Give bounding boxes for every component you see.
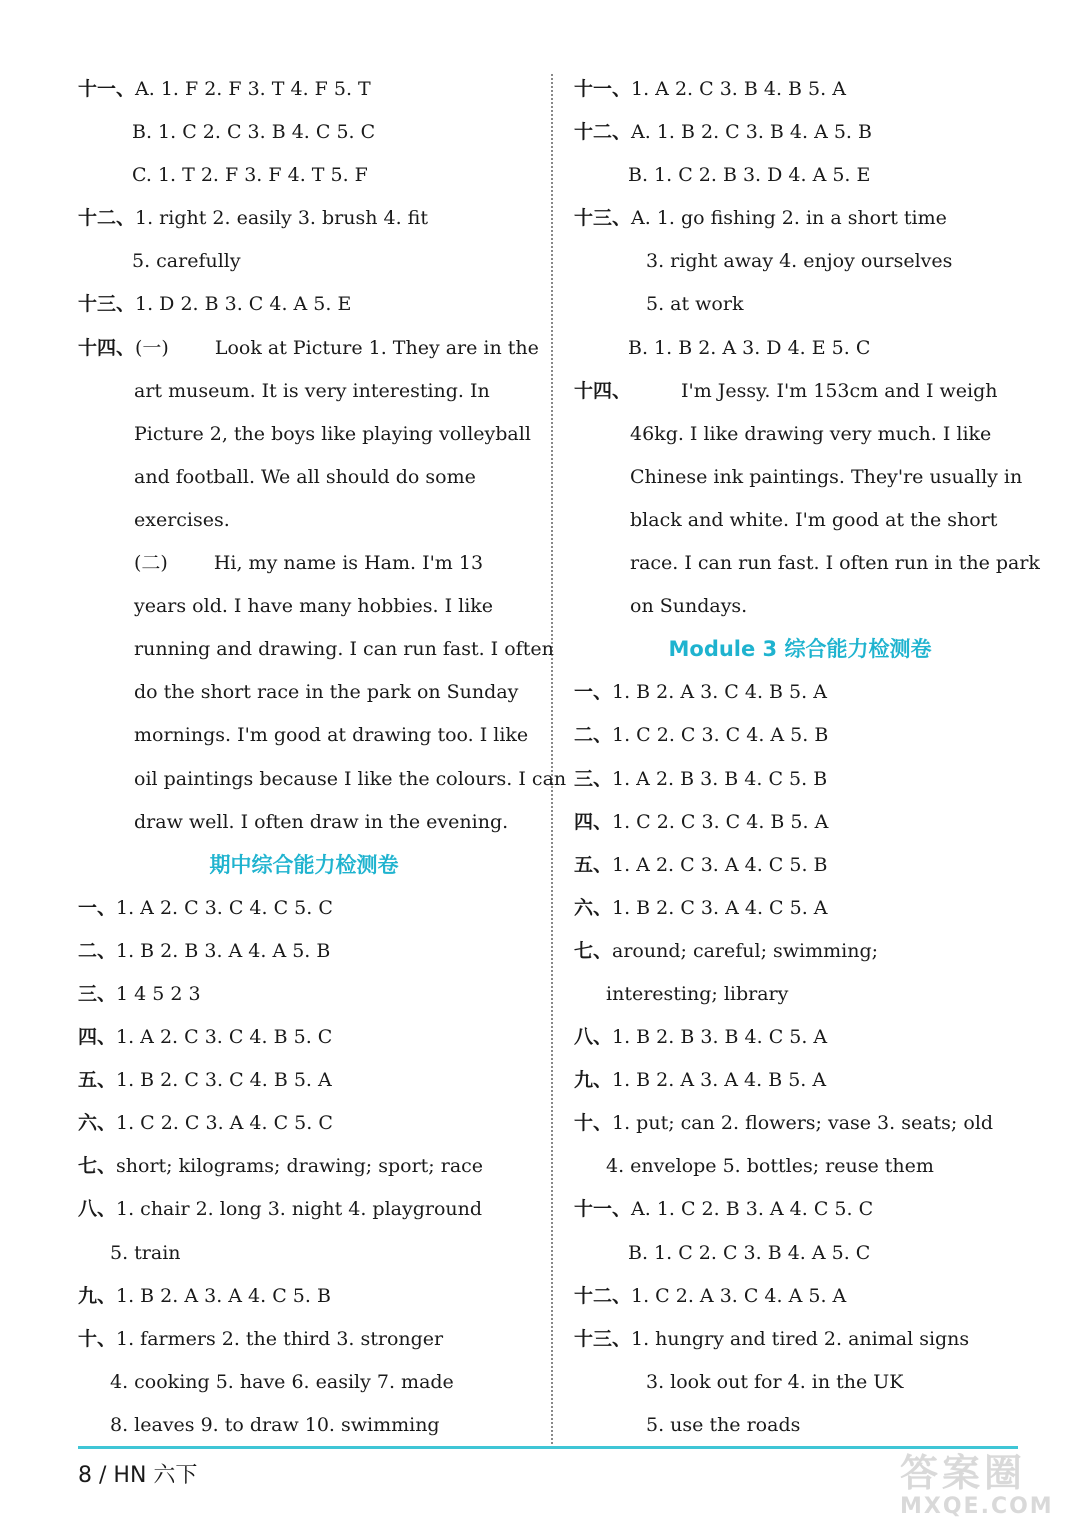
answer-text: 1. B 2. A 3. C 4. B 5. A bbox=[612, 681, 827, 704]
section-heading: 期中综合能力检测卷 bbox=[209, 852, 399, 877]
section-number: 十、 bbox=[78, 1327, 117, 1350]
paragraph-line bbox=[78, 801, 530, 844]
section-number: 十三、 bbox=[574, 207, 632, 230]
section-number: 十一、 bbox=[574, 78, 632, 100]
answer-line bbox=[574, 1059, 1026, 1102]
answer-text: 4. cooking 5. have 6. easily 7. made bbox=[110, 1370, 454, 1393]
section-number: 七、 bbox=[78, 1155, 117, 1178]
answer-text: around; careful; swimming; bbox=[612, 939, 879, 962]
answer-line bbox=[574, 111, 1026, 154]
answer-line bbox=[574, 844, 1026, 887]
section-number: 十二、 bbox=[78, 207, 136, 230]
section-number: 四、 bbox=[574, 810, 613, 833]
answer-line bbox=[78, 1361, 530, 1404]
answer-text: 1. C 2. C 3. A 4. C 5. C bbox=[116, 1112, 333, 1135]
paragraph-line bbox=[574, 585, 1026, 628]
answer-line bbox=[78, 1059, 530, 1102]
answer-text: 5. carefully bbox=[132, 250, 241, 273]
answer-text: 1. A 2. C 3. C 4. B 5. C bbox=[116, 1026, 333, 1049]
answer-text: short; kilograms; drawing; sport; race bbox=[116, 1155, 484, 1178]
answer-line bbox=[574, 758, 1026, 801]
answer-text: 1. right 2. easily 3. brush 4. fit bbox=[135, 207, 428, 230]
answer-line bbox=[574, 1145, 1026, 1188]
paragraph-line bbox=[574, 542, 1040, 585]
answer-text: B. 1. C 2. B 3. D 4. A 5. E bbox=[628, 164, 871, 187]
section-number: 十、 bbox=[574, 1112, 613, 1135]
answer-line bbox=[78, 1318, 530, 1361]
section-number: 十三、 bbox=[78, 293, 136, 316]
answer-text: 1. D 2. B 3. C 4. A 5. E bbox=[135, 293, 352, 316]
section-number: 六、 bbox=[78, 1112, 117, 1135]
answer-text: 1. hungry and tired 2. animal signs bbox=[631, 1327, 970, 1350]
answer-line bbox=[574, 801, 1026, 844]
answer-line bbox=[78, 1188, 530, 1231]
paragraph-line bbox=[78, 327, 539, 370]
paragraph-text: draw well. I often draw in the evening. bbox=[134, 810, 509, 833]
answer-text: 3. right away 4. enjoy ourselves bbox=[646, 250, 953, 273]
indent-space bbox=[631, 370, 681, 413]
answer-text: 1. A 2. C 3. B 4. B 5. A bbox=[631, 78, 846, 100]
paragraph-tag: (二) bbox=[134, 552, 168, 575]
answer-line bbox=[78, 1275, 530, 1318]
section-number: 十四、 bbox=[574, 379, 632, 402]
section-number: 十二、 bbox=[574, 1284, 632, 1307]
answer-line bbox=[574, 1275, 1026, 1318]
paragraph-text: running and drawing. I can run fast. I often bbox=[134, 638, 554, 661]
page-footer: 8 / HN 六下 bbox=[78, 1463, 198, 1488]
paragraph-text: exercises. bbox=[134, 508, 230, 531]
answer-line bbox=[574, 1361, 1026, 1404]
answer-line bbox=[78, 887, 530, 930]
paragraph-line bbox=[78, 585, 530, 628]
answer-text: A. 1. F 2. F 3. T 4. F 5. T bbox=[135, 78, 371, 100]
paragraph-text: mornings. I'm good at drawing too. I like bbox=[134, 724, 529, 747]
answer-text: B. 1. B 2. A 3. D 4. E 5. C bbox=[628, 336, 871, 359]
answer-line bbox=[574, 1232, 1026, 1275]
watermark-text: 答案圈 bbox=[900, 1451, 1027, 1495]
answer-text: 1. C 2. C 3. C 4. B 5. A bbox=[612, 810, 829, 833]
paragraph-line bbox=[78, 671, 530, 714]
answer-text: 1. B 2. C 3. A 4. C 5. A bbox=[612, 896, 828, 919]
section-number: 五、 bbox=[574, 853, 613, 876]
paragraph-line bbox=[574, 499, 1026, 542]
answer-line bbox=[574, 973, 1026, 1016]
section-number: 一、 bbox=[574, 681, 613, 704]
indent-space bbox=[78, 542, 134, 585]
answer-line bbox=[574, 154, 1026, 197]
answer-text: 5. train bbox=[110, 1241, 181, 1264]
paragraph-tag: (一) bbox=[135, 336, 169, 359]
paragraph-text: do the short race in the park on Sunday bbox=[134, 681, 519, 704]
section-number: 十一、 bbox=[78, 78, 136, 100]
answer-text: 1. chair 2. long 3. night 4. playground bbox=[116, 1198, 483, 1221]
paragraph-text: art museum. It is very interesting. In bbox=[134, 379, 490, 402]
answer-line bbox=[574, 1102, 1026, 1145]
answer-text: B. 1. C 2. C 3. B 4. A 5. C bbox=[628, 1241, 871, 1264]
paragraph-text: Chinese ink paintings. They're usually in bbox=[630, 465, 1023, 488]
paragraph-line bbox=[78, 499, 530, 542]
answer-text: 4. envelope 5. bottles; reuse them bbox=[606, 1155, 934, 1178]
answer-text: 8. leaves 9. to draw 10. swimming bbox=[110, 1413, 440, 1436]
watermark-logo bbox=[900, 1451, 1054, 1530]
answer-line bbox=[574, 240, 1026, 283]
answer-line bbox=[574, 197, 1026, 240]
section-number: 十三、 bbox=[574, 1327, 632, 1350]
paragraph-line bbox=[78, 456, 530, 499]
answer-text: 1. B 2. C 3. C 4. B 5. A bbox=[116, 1069, 332, 1092]
section-number: 七、 bbox=[574, 939, 613, 962]
answer-text: 3. look out for 4. in the UK bbox=[646, 1370, 904, 1393]
section-number: 十二、 bbox=[574, 121, 632, 144]
answer-line bbox=[574, 930, 1026, 973]
section-number: 四、 bbox=[78, 1026, 117, 1049]
paragraph-line bbox=[574, 413, 1026, 456]
answer-text: B. 1. C 2. C 3. B 4. C 5. C bbox=[132, 121, 376, 144]
answer-text: 1 4 5 2 3 bbox=[116, 982, 201, 1005]
section-number: 一、 bbox=[78, 896, 117, 919]
answer-line bbox=[78, 197, 530, 240]
paragraph-text: oil paintings because I like the colours. I can bbox=[134, 767, 567, 790]
answer-text: 1. B 2. A 3. A 4. C 5. B bbox=[116, 1284, 331, 1307]
paragraph-line bbox=[78, 542, 530, 585]
section-heading: Module 3 综合能力检测卷 bbox=[668, 637, 932, 662]
answer-line bbox=[574, 1016, 1026, 1059]
paragraph-line bbox=[78, 370, 530, 413]
answer-text: 1. A 2. C 3. A 4. C 5. B bbox=[612, 853, 828, 876]
answer-text: 1. C 2. A 3. C 4. A 5. A bbox=[631, 1284, 847, 1307]
answer-line bbox=[78, 930, 530, 973]
answer-text: 1. put; can 2. flowers; vase 3. seats; old bbox=[612, 1112, 994, 1135]
answer-text: A. 1. C 2. B 3. A 4. C 5. C bbox=[631, 1198, 874, 1221]
answer-line bbox=[78, 240, 530, 283]
section-number: 十四、 bbox=[78, 336, 136, 359]
answer-line bbox=[574, 68, 1026, 111]
answer-line bbox=[574, 1188, 1026, 1231]
answer-line bbox=[78, 1016, 530, 1059]
section-number: 十一、 bbox=[574, 1198, 632, 1221]
answer-line bbox=[78, 68, 530, 111]
answer-line bbox=[78, 154, 530, 197]
answer-text: interesting; library bbox=[606, 982, 789, 1005]
answer-line bbox=[574, 1404, 1026, 1447]
paragraph-text: Hi, my name is Ham. I'm 13 bbox=[213, 552, 484, 575]
answer-text: 1. B 2. A 3. A 4. B 5. A bbox=[612, 1069, 827, 1092]
answer-line bbox=[78, 1404, 530, 1447]
watermark-url: MXQE.COM bbox=[900, 1494, 1054, 1519]
paragraph-text: black and white. I'm good at the short bbox=[630, 508, 998, 531]
paragraph-text: 46kg. I like drawing very much. I like bbox=[630, 422, 992, 445]
answer-text: 1. B 2. B 3. A 4. A 5. B bbox=[116, 939, 331, 962]
answer-line bbox=[78, 1145, 530, 1188]
section-number: 六、 bbox=[574, 896, 613, 919]
section-number: 九、 bbox=[574, 1069, 613, 1092]
answer-line bbox=[574, 887, 1026, 930]
section-number: 二、 bbox=[78, 939, 117, 962]
answer-line bbox=[574, 327, 1026, 370]
answer-line bbox=[574, 671, 1026, 714]
section-number: 二、 bbox=[574, 724, 613, 747]
answer-line bbox=[574, 714, 1026, 757]
section-number: 三、 bbox=[78, 982, 117, 1005]
footer-rule bbox=[78, 1446, 1018, 1449]
answer-line bbox=[78, 973, 530, 1016]
answer-text: C. 1. T 2. F 3. F 4. T 5. F bbox=[132, 164, 368, 187]
section-number: 五、 bbox=[78, 1069, 117, 1092]
paragraph-line bbox=[574, 456, 1026, 499]
right-column bbox=[574, 68, 1040, 1447]
answer-text: 1. A 2. C 3. C 4. C 5. C bbox=[116, 896, 333, 919]
section-number: 三、 bbox=[574, 767, 613, 790]
paragraph-line bbox=[78, 628, 554, 671]
paragraph-line bbox=[78, 413, 530, 456]
answer-line bbox=[574, 283, 1026, 326]
paragraph-text: I'm Jessy. I'm 153cm and I weigh bbox=[681, 379, 998, 402]
paragraph-line bbox=[78, 758, 567, 801]
answer-line bbox=[78, 283, 530, 326]
paragraph-text: on Sundays. bbox=[630, 595, 748, 618]
paragraph-text: Look at Picture 1. They are in the bbox=[214, 336, 539, 359]
answer-line bbox=[78, 1102, 530, 1145]
answer-text: A. 1. go fishing 2. in a short time bbox=[631, 207, 947, 230]
paragraph-line bbox=[574, 370, 1026, 413]
paragraph-text: and football. We all should do some bbox=[134, 465, 476, 488]
paragraph-text: race. I can run fast. I often run in the park bbox=[630, 552, 1040, 575]
section-number: 八、 bbox=[574, 1026, 613, 1049]
paragraph-line bbox=[78, 714, 530, 757]
answer-text: 1. C 2. C 3. C 4. A 5. B bbox=[612, 724, 829, 747]
section-number: 九、 bbox=[78, 1284, 117, 1307]
answer-text: 1. A 2. B 3. B 4. C 5. B bbox=[612, 767, 828, 790]
answer-text: 1. farmers 2. the third 3. stronger bbox=[116, 1327, 444, 1350]
answer-line bbox=[574, 1318, 1026, 1361]
answer-text: 5. at work bbox=[646, 293, 744, 316]
section-number: 八、 bbox=[78, 1198, 117, 1221]
left-column bbox=[78, 68, 567, 1447]
answer-line bbox=[78, 1232, 530, 1275]
paragraph-text: Picture 2, the boys like playing volleyball bbox=[134, 422, 531, 445]
answer-text: A. 1. B 2. C 3. B 4. A 5. B bbox=[631, 121, 872, 144]
answer-text: 5. use the roads bbox=[646, 1413, 801, 1436]
paragraph-text: years old. I have many hobbies. I like bbox=[134, 595, 494, 618]
answer-text: 1. B 2. B 3. B 4. C 5. A bbox=[612, 1026, 828, 1049]
answer-line bbox=[78, 111, 530, 154]
